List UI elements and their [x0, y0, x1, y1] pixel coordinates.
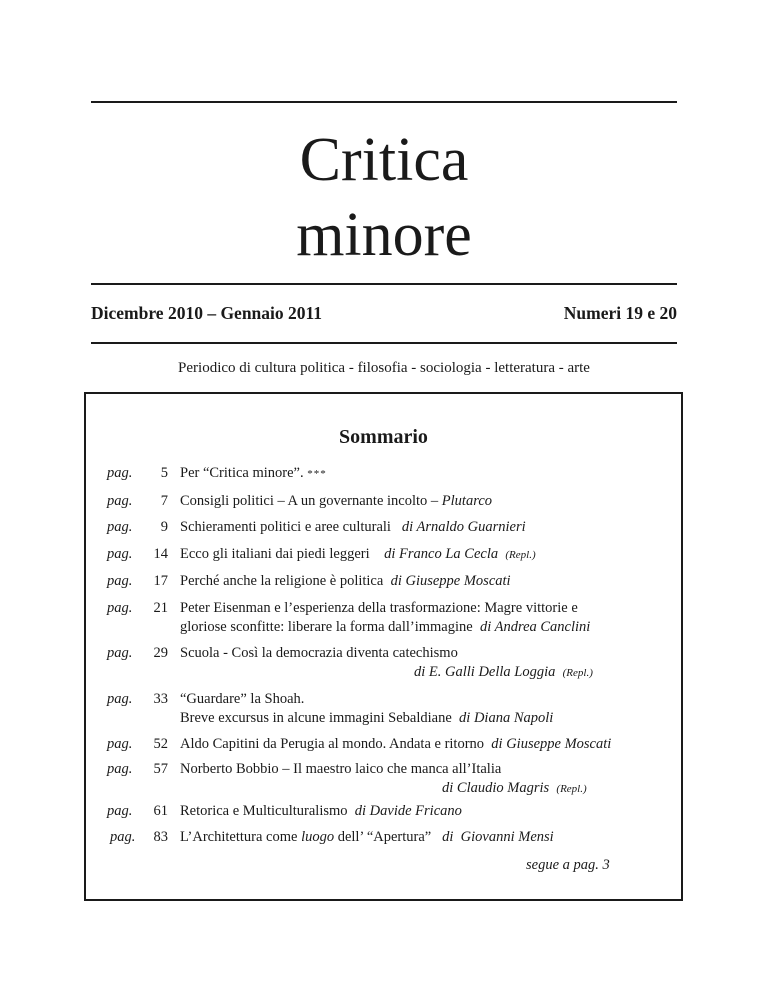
- magazine-title-line2: minore: [296, 201, 472, 269]
- contents-box: [84, 392, 683, 901]
- entry-author: di Giovanni Mensi: [442, 829, 554, 845]
- entry-title: Norberto Bobbio – Il maestro laico che manca all’Italia: [180, 761, 502, 777]
- pag-label: pag.: [107, 600, 133, 616]
- entry-author: di E. Galli Della Loggia: [414, 664, 556, 680]
- continued-note: segue a pag. 3: [526, 857, 610, 873]
- pag-label: pag.: [107, 803, 133, 819]
- entry-author: di Claudio Magris: [442, 780, 550, 796]
- entry-title: “Guardare” la Shoah.: [180, 691, 305, 707]
- entry-title: Ecco gli italiani dai piedi leggeri: [180, 546, 385, 562]
- entry-author: Plutarco: [441, 493, 493, 509]
- page-number: 29: [153, 645, 168, 661]
- entry-title-italic-word: luogo: [301, 829, 335, 845]
- tagline: Periodico di cultura politica - filosofia - sociologia - letteratura - arte: [178, 360, 590, 376]
- page-number: 33: [153, 691, 168, 707]
- page-number: 14: [153, 546, 168, 562]
- issue-date: Dicembre 2010 – Gennaio 2011: [91, 303, 323, 323]
- entry-title: Aldo Capitini da Perugia al mondo. Andata e ritorno: [180, 736, 492, 752]
- pag-label: pag.: [107, 761, 133, 777]
- page-number: 83: [153, 829, 168, 845]
- pag-label: pag.: [110, 829, 136, 845]
- reprint-note: (Repl.): [556, 783, 587, 795]
- entry-author: di Diana Napoli: [459, 710, 554, 726]
- page-number: 61: [153, 803, 168, 819]
- entry-title: Scuola - Così la democrazia diventa catechismo: [180, 645, 458, 661]
- page-number: 52: [153, 736, 168, 752]
- pag-label: pag.: [107, 519, 133, 535]
- top-rule: [91, 101, 677, 103]
- issue-number: Numeri 19 e 20: [563, 303, 677, 323]
- page-number: 5: [160, 465, 168, 481]
- pag-label: pag.: [107, 691, 133, 707]
- pag-label: pag.: [107, 736, 133, 752]
- entry-author: di Davide Fricano: [354, 803, 462, 819]
- entry-title: Retorica e Multiculturalismo: [180, 803, 355, 819]
- pag-label: pag.: [107, 493, 133, 509]
- entry-title: Perché anche la religione è politica: [180, 573, 391, 589]
- mid-rule: [91, 283, 677, 285]
- entry-title-line2: gloriose sconfitte: liberare la forma dall’immagine: [180, 619, 480, 635]
- pag-label: pag.: [107, 546, 133, 562]
- entry-title: Consigli politici – A un governante incolto –: [180, 493, 442, 509]
- magazine-title-line1: Critica: [299, 126, 469, 194]
- entry-author: di Giuseppe Moscati: [491, 736, 612, 752]
- entry-title: L’Architettura come: [180, 829, 302, 845]
- entry-stars: ***: [307, 468, 327, 480]
- page-number: 21: [153, 600, 168, 616]
- entry-title: Per “Critica minore”.: [180, 465, 308, 481]
- pag-label: pag.: [107, 465, 133, 481]
- pag-label: pag.: [107, 645, 133, 661]
- page-number: 7: [160, 493, 168, 509]
- entry-title: Schieramenti politici e aree culturali: [180, 519, 402, 535]
- reprint-note: (Repl.): [562, 667, 593, 679]
- pag-label: pag.: [107, 573, 133, 589]
- entry-title-line2: Breve excursus in alcune immagini Sebaldiane: [180, 710, 460, 726]
- entry-author: di Giuseppe Moscati: [390, 573, 511, 589]
- entry-author: di Franco La Cecla: [384, 546, 499, 562]
- entry-author: di Arnaldo Guarnieri: [401, 519, 526, 535]
- page-number: 17: [153, 573, 168, 589]
- entry-author: di Andrea Canclini: [479, 619, 591, 635]
- page-number: 57: [153, 761, 168, 777]
- entry-title: Peter Eisenman e l’esperienza della trasformazione: Magre vittorie e: [180, 600, 578, 616]
- contents-heading: Sommario: [339, 426, 428, 448]
- reprint-note: (Repl.): [505, 549, 536, 561]
- lower-rule: [91, 342, 677, 344]
- page-number: 9: [160, 519, 168, 535]
- entry-title-continued: dell’ “Apertura”: [334, 829, 443, 845]
